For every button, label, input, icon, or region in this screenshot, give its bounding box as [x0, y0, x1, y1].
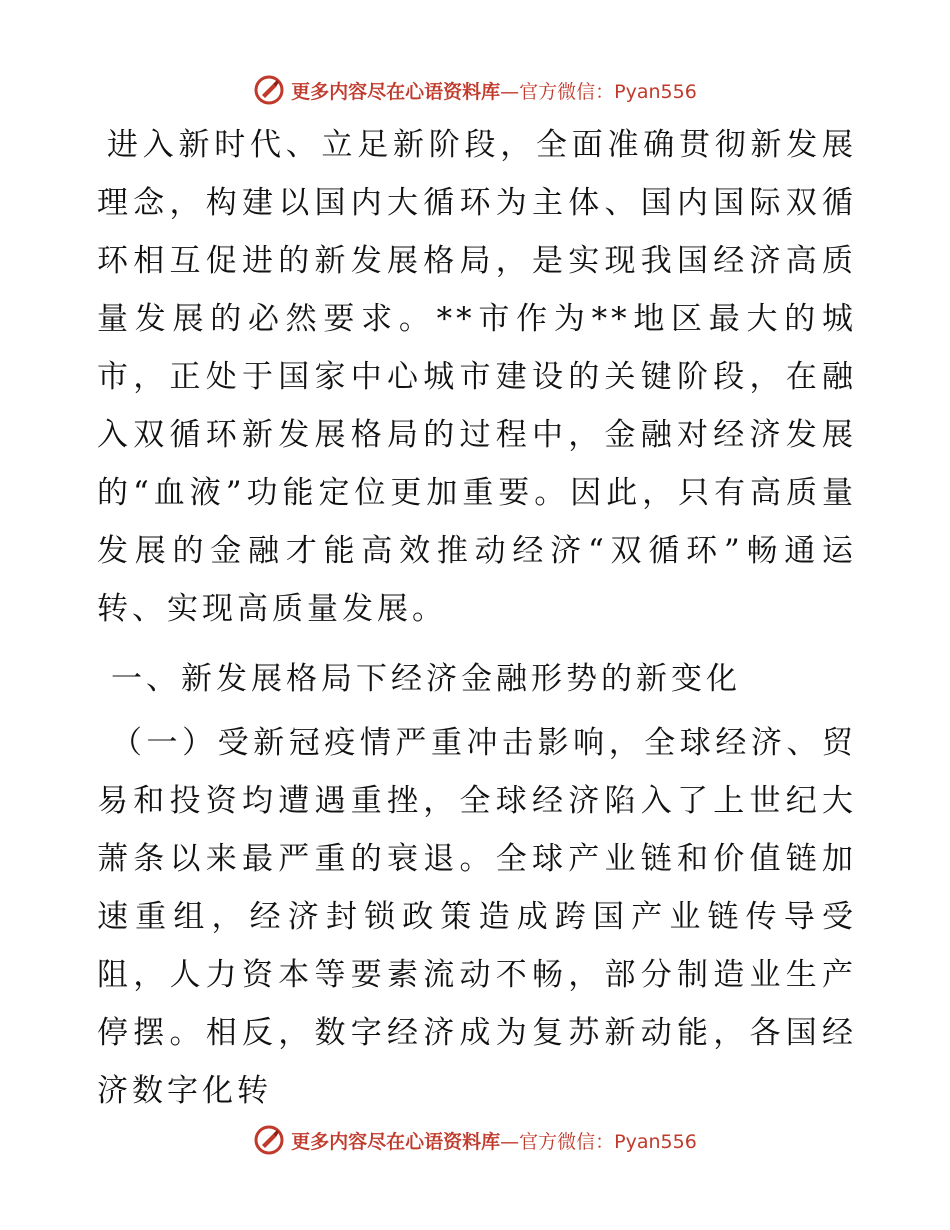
header-banner — [0, 70, 950, 110]
section-heading: 一、新发展格局下经济金融形势的新变化 — [111, 661, 741, 697]
document-body — [97, 116, 857, 1120]
header-banner-wechat: —官方微信：Pyan556 — [500, 80, 697, 103]
footer-banner-lead: 更多内容尽在心语资料库 — [291, 1130, 501, 1153]
brand-logo-icon — [253, 1124, 285, 1156]
footer-banner — [0, 1120, 950, 1160]
intro-paragraph: 进入新时代、立足新阶段，全面准确贯彻新发展理念，构建以国内大循环为主体、国内国际双循环相互促进的新发展格局，是实现我国经济高质量发展的必然要求。**市作为**地区最大的城市，正处于国家中心城市建设的关键阶段，在融入双循环新发展格局的过程中，金融对经济发展的“血液”功能定位更加重要。因此，只有高质量发展的金融才能高效推动经济“双循环”畅通运转、实现高质量发展。 — [97, 127, 857, 627]
footer-banner-wechat: —官方微信：Pyan556 — [500, 1130, 697, 1153]
header-banner-lead: 更多内容尽在心语资料库 — [291, 80, 501, 103]
subsection-paragraph: （一）受新冠疫情严重冲击影响，全球经济、贸易和投资均遭遇重挫，全球经济陷入了上世纪大萧条以来最严重的衰退。全球产业链和价值链加速重组，经济封锁政策造成跨国产业链传导受阻，人力资本等要素流动不畅，部分制造业生产停摆。相反，数字经济成为复苏新动能，各国经济数字化转 — [97, 725, 857, 1109]
brand-logo-icon — [253, 74, 285, 106]
